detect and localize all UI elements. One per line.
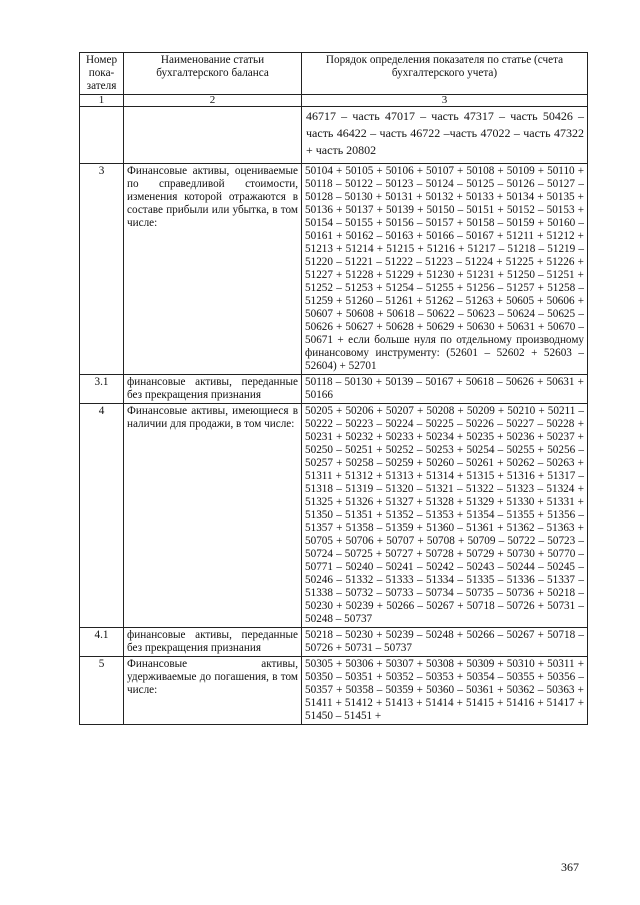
row-item-name: Финансовые активы, удерживаемые до погашения, в том числе: <box>124 657 302 725</box>
table-row <box>80 107 588 164</box>
row-number: 3.1 <box>80 375 124 404</box>
row-number <box>80 107 124 164</box>
page-number: 367 <box>561 860 579 874</box>
row-formula: 46717 – часть 47017 – часть 47317 – часть 50426 – часть 46422 – часть 46722 –часть 47022 – часть 47322 + часть 20802 <box>302 107 588 164</box>
row-item-name <box>124 107 302 164</box>
table-header-row <box>80 53 588 95</box>
row-number: 4.1 <box>80 628 124 657</box>
column-index: 3 <box>302 95 588 107</box>
row-formula: 50104 + 50105 + 50106 + 50107 + 50108 + 50109 + 50110 + 50118 – 50122 – 50123 – 50124 – 50125 – 50126 – 50127 – 50128 – 50130 + 50131 + 50132 + 50133 + 50134 + 50135 + 50136 + 50137 + 50139 + 50150 – 50151 + 50152 – 50153 + 50154 – 50155 + 50156 – 50157 + 50158 – 50159 + 50160 – 50161 + 50162 – 50163 + 50166 – 50167 + 51211 + 51212 + 51213 + 51214 + 51215 + 51216 + 51217 – 51218 – 51219 – 51220 – 51221 – 51222 – 51223 – 51224 + 51225 + 51226 + 51227 + 51228 + 51229 + 51230 + 51231 + 51250 – 51251 + 51252 – 51253 + 51254 – 51255 + 51256 – 51257 + 51258 – 51259 + 51260 – 51261 + 51262 – 51263 + 50605 + 50606 + 50607 + 50608 + 50618 – 50622 – 50623 – 50624 – 50625 – 50626 + 50627 + 50628 + 50629 + 50630 + 50631 + 50670 – 50671 + если больше нуля по отдельному производному финансовому инструменту: (52601 – 52602 + 52603 – 52604) + 52701 <box>302 164 588 375</box>
table-row <box>80 404 588 628</box>
row-item-name: Финансовые активы, оцениваемые по справедливой стоимости, изменения которой отражаются в составе прибыли или убытка, в том числе: <box>124 164 302 375</box>
column-index: 2 <box>124 95 302 107</box>
row-number: 5 <box>80 657 124 725</box>
header-item-name: Наименование статьи бухгалтерского баланса <box>124 53 302 95</box>
row-formula: 50218 – 50230 + 50239 – 50248 + 50266 – 50267 + 50718 – 50726 + 50731 – 50737 <box>302 628 588 657</box>
balance-table <box>79 52 588 725</box>
table-row <box>80 164 588 375</box>
row-formula: 50305 + 50306 + 50307 + 50308 + 50309 + 50310 + 50311 + 50350 – 50351 + 50352 – 50353 + 50354 – 50355 + 50356 – 50357 + 50358 – 50359 + 50360 – 50361 + 50362 – 50363 + 51411 + 51412 + 51413 + 51414 + 51415 + 51416 + 51417 + 51450 – 51451 + <box>302 657 588 725</box>
row-item-name: финансовые активы, переданные без прекращения признания <box>124 375 302 404</box>
table-row <box>80 628 588 657</box>
table-row <box>80 657 588 725</box>
row-formula: 50118 – 50130 + 50139 – 50167 + 50618 – 50626 + 50631 + 50166 <box>302 375 588 404</box>
row-number: 3 <box>80 164 124 375</box>
column-index: 1 <box>80 95 124 107</box>
row-formula: 50205 + 50206 + 50207 + 50208 + 50209 + 50210 + 50211 – 50222 – 50223 – 50224 – 50225 – 50226 – 50227 – 50228 + 50231 + 50232 + 50233 + 50234 + 50235 + 50236 + 50237 + 50250 – 50251 + 50252 – 50253 + 50254 – 50255 + 50256 – 50257 + 50258 – 50259 + 50260 – 50261 + 50262 – 50263 + 51311 + 51312 + 51313 + 51314 + 51315 + 51316 + 51317 – 51318 – 51319 – 51320 – 51321 – 51322 – 51323 – 51324 + 51325 + 51326 + 51327 + 51328 + 51329 + 51330 + 51331 + 51350 – 51351 + 51352 – 51353 + 51354 – 51355 + 51356 – 51357 + 51358 – 51359 + 51360 – 51361 + 51362 – 51363 + 50705 + 50706 + 50707 + 50708 + 50709 – 50722 – 50723 – 50724 – 50725 + 50727 + 50728 + 50729 + 50730 + 50770 – 50771 – 50240 – 50241 – 50242 – 50243 – 50244 – 50245 – 50246 – 51332 – 51333 – 51334 – 51335 – 51336 – 51337 – 51338 – 50732 – 50733 – 50734 – 50735 – 50736 + 50218 – 50230 + 50239 + 50266 – 50267 + 50718 – 50726 + 50731 – 50248 – 50737 <box>302 404 588 628</box>
row-number: 4 <box>80 404 124 628</box>
header-calculation-order: Порядок определения показателя по статье (счета бухгалтерского учета) <box>302 53 588 95</box>
row-item-name: финансовые активы, переданные без прекращения признания <box>124 628 302 657</box>
row-item-name: Финансовые активы, имеющиеся в наличии для продажи, в том числе: <box>124 404 302 628</box>
table-row <box>80 375 588 404</box>
column-index-row <box>80 95 588 107</box>
header-indicator-number: Номер пока-зателя <box>80 53 124 95</box>
